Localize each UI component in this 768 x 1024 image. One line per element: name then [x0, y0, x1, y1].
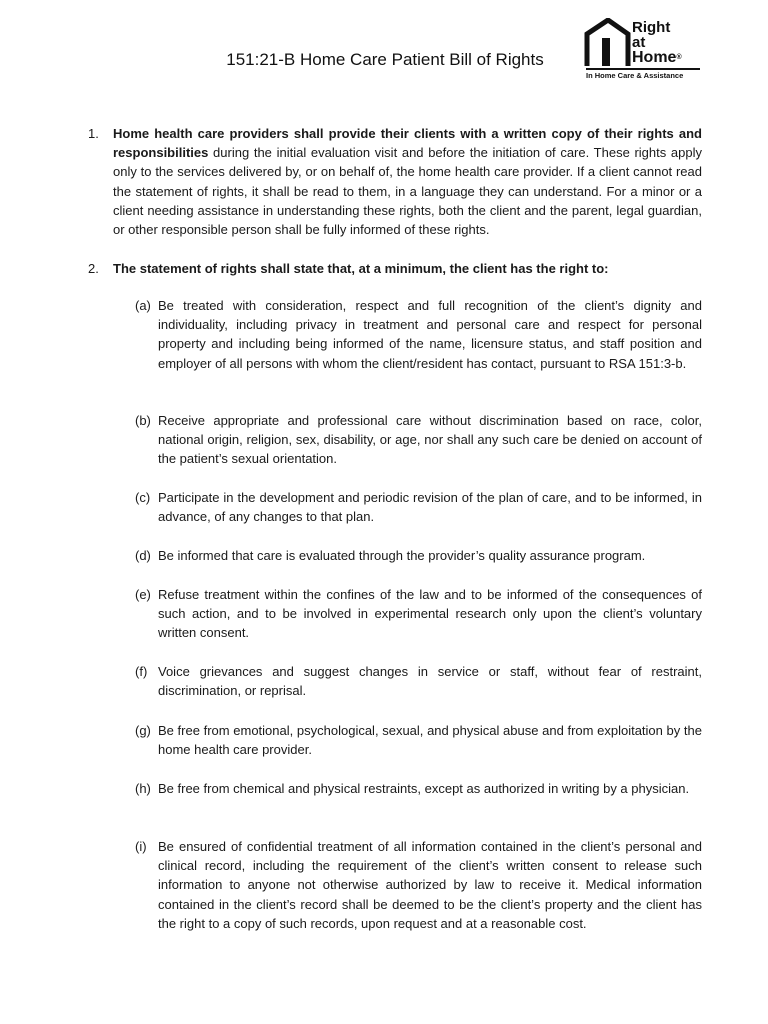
- item-label: (f): [135, 664, 148, 679]
- right-item-g: [135, 721, 702, 759]
- section-body: during the initial evaluation visit and before the initiation of care. These rights apply only to the services delivered by, or on behalf of, the home health care provider. If a client cannot read the statement of rights, it shall be read to them, in a language they can understand. For a minor or a client needing assistance in understanding these rights, both the client and the parent, legal guardian, or other responsible person shall be fully informed of these rights.: [113, 145, 702, 238]
- item-text: Be treated with consideration, respect and full recognition of the client’s dignity and individuality, including privacy in treatment and personal care and respect for personal property and including being informed of the name, licensure status, and staff position and employer of all persons with whom the client/resident has contact, pursuant to RSA 151:3-b.: [158, 298, 702, 371]
- item-text: Voice grievances and suggest changes in service or staff, without fear of restraint, discrimination, or reprisal.: [158, 664, 702, 699]
- item-text: Be free from emotional, psychological, sexual, and physical abuse and from exploitation by the home health care provider.: [158, 723, 702, 758]
- right-item-i: [135, 837, 702, 933]
- item-text: Be informed that care is evaluated through the provider’s quality assurance program.: [158, 548, 646, 563]
- company-logo: [584, 18, 704, 80]
- item-label: (a): [135, 298, 151, 313]
- item-label: (i): [135, 839, 147, 854]
- right-item-e: [135, 585, 702, 643]
- item-text: Be ensured of confidential treatment of all information contained in the client’s personal and clinical record, including the requirement of the client’s written consent to release such information to anyone not otherwise authorized by law to receive it. Medical information contained in the client’s record shall be deemed to be the client’s property and the client has the right to a copy of such records, upon request and at a reasonable cost.: [158, 839, 702, 931]
- right-item-f: [135, 662, 702, 700]
- logo-divider: [586, 68, 700, 70]
- item-label: (h): [135, 781, 151, 796]
- section-1: [88, 124, 702, 239]
- item-label: (e): [135, 587, 151, 602]
- logo-line-3: [632, 50, 682, 65]
- right-item-a: [135, 296, 702, 373]
- logo-line-3-text: Home: [632, 49, 677, 66]
- section-bold-lead: Home health care providers shall provide their clients with a written copy of their rights and responsibilities: [113, 126, 702, 161]
- logo-wordmark: [632, 20, 682, 65]
- right-item-d: [135, 546, 702, 565]
- section-number: 1.: [88, 126, 99, 141]
- logo-line-2: at: [632, 34, 646, 51]
- item-label: (d): [135, 548, 151, 563]
- item-text: Participate in the development and periodic revision of the plan of care, and to be informed, in advance, of any changes to that plan.: [158, 490, 702, 525]
- section-number: 2.: [88, 261, 99, 276]
- logo-line-1: Right: [632, 19, 671, 36]
- section-2: [88, 259, 702, 278]
- logo-trademark: ®: [676, 54, 682, 61]
- item-label: (b): [135, 413, 151, 428]
- right-item-c: [135, 488, 702, 526]
- item-text: Refuse treatment within the confines of the law and to be informed of the consequences of such action, and to be involved in experimental research only upon the client’s voluntary written consent.: [158, 587, 702, 641]
- page-title: 151:21-B Home Care Patient Bill of Rights: [226, 50, 544, 69]
- item-text: Be free from chemical and physical restraints, except as authorized in writing by a physician.: [158, 781, 690, 796]
- section-heading-text: The statement of rights shall state that, at a minimum, the client has the right to:: [113, 261, 609, 276]
- section-text: [113, 124, 702, 239]
- item-label: (g): [135, 723, 151, 738]
- item-text: Receive appropriate and professional care without discrimination based on race, color, national origin, religion, sex, disability, or age, nor shall any such care be denied on account of the patient’s sexual orientation.: [158, 413, 702, 467]
- house-icon: [584, 18, 632, 68]
- right-item-b: [135, 411, 702, 469]
- logo-tagline: In Home Care & Assistance: [586, 71, 684, 80]
- item-label: (c): [135, 490, 151, 505]
- right-item-h: [135, 779, 702, 798]
- section-heading: [113, 259, 702, 278]
